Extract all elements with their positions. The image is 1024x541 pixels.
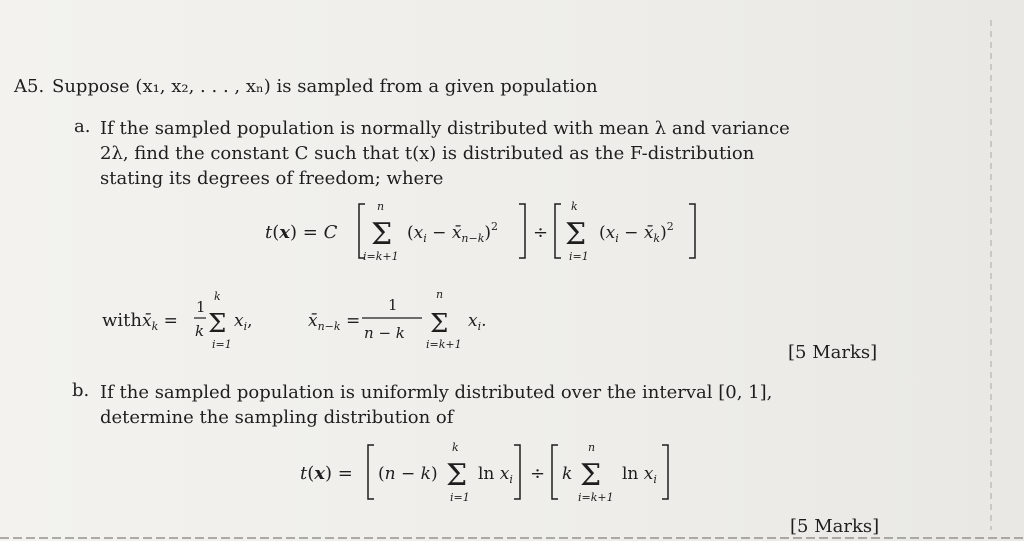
svg-text:÷: ÷ bbox=[530, 463, 546, 484]
svg-text:i=1: i=1 bbox=[212, 338, 232, 351]
svg-text:i=1: i=1 bbox=[569, 250, 589, 263]
svg-text:(xi − x̄n−k)2: ($x_i$ − $x̄_{n-k})^2$ bbox=[407, 220, 499, 245]
svg-text:Σ: Σ bbox=[371, 217, 393, 252]
svg-text:Σ: Σ bbox=[565, 217, 587, 252]
svg-text:k: k bbox=[571, 200, 578, 213]
svg-text:Σ: Σ bbox=[430, 309, 449, 339]
question-number: A5. bbox=[14, 76, 45, 97]
svg-text:Σ: Σ bbox=[446, 458, 468, 493]
with-label: with bbox=[102, 310, 142, 331]
svg-text:xi,: $x_i$, bbox=[234, 311, 253, 333]
svg-text:i=1: i=1 bbox=[450, 491, 470, 504]
page-edge-shadow bbox=[990, 20, 992, 530]
part-a-marks: [5 Marks] bbox=[788, 342, 878, 363]
svg-text:n − k: n − k bbox=[364, 324, 405, 342]
part-b-equation bbox=[300, 437, 700, 513]
svg-text:k: k bbox=[195, 322, 205, 340]
svg-text:n: n bbox=[436, 288, 444, 301]
svg-text:Σ: Σ bbox=[580, 458, 602, 493]
part-a-equation bbox=[265, 194, 715, 270]
svg-text:1: 1 bbox=[196, 298, 206, 316]
svg-text:n: n bbox=[377, 200, 385, 213]
svg-text:k: k bbox=[214, 290, 221, 303]
svg-text:1: 1 bbox=[388, 296, 398, 314]
svg-text:Σ: Σ bbox=[208, 309, 227, 339]
part-a-definitions bbox=[142, 286, 522, 356]
svg-text:x̄n−k =: $x̄_{n-k}$ = bbox=[308, 311, 361, 333]
svg-text:t(x) = C: t(x) = C bbox=[265, 222, 338, 243]
part-b-label: b. bbox=[72, 380, 90, 401]
part-a-label: a. bbox=[74, 116, 91, 137]
svg-text:x̄k =: $x̄_k$ = bbox=[142, 311, 178, 333]
svg-text:i=k+1: i=k+1 bbox=[363, 250, 399, 263]
svg-text:t(x) =: t(x) = bbox=[300, 463, 353, 484]
part-b-marks: [5 Marks] bbox=[790, 516, 880, 537]
svg-text:÷: ÷ bbox=[533, 222, 549, 243]
svg-text:i=k+1: i=k+1 bbox=[578, 491, 614, 504]
question-intro: Suppose (x₁, x₂, . . . , xₙ) is sampled from a given population bbox=[52, 76, 598, 97]
part-a-text: If the sampled population is normally distributed with mean λ and variance 2λ, find the constant C such that t(x) is distributed as the F-distribution stating its degrees of freedom; where bbox=[100, 118, 790, 189]
svg-text:k: k bbox=[562, 464, 573, 484]
svg-text:(xi − x̄k)2: ($x_i$ − $x̄_k)^2$ bbox=[599, 220, 674, 245]
svg-text:ln xi: $\ln x_i$ bbox=[478, 464, 513, 486]
svg-text:(n − k): (n − k) bbox=[378, 464, 438, 484]
svg-text:i=k+1: i=k+1 bbox=[426, 338, 462, 351]
svg-text:k: k bbox=[452, 441, 459, 454]
part-b-text: If the sampled population is uniformly distributed over the interval [0, 1], determine the sampling distribution of bbox=[100, 382, 773, 428]
svg-text:n: n bbox=[588, 441, 596, 454]
svg-text:ln xi: $\ln x_i$ bbox=[622, 464, 657, 486]
svg-text:xi.: $x_i$. bbox=[468, 311, 487, 333]
